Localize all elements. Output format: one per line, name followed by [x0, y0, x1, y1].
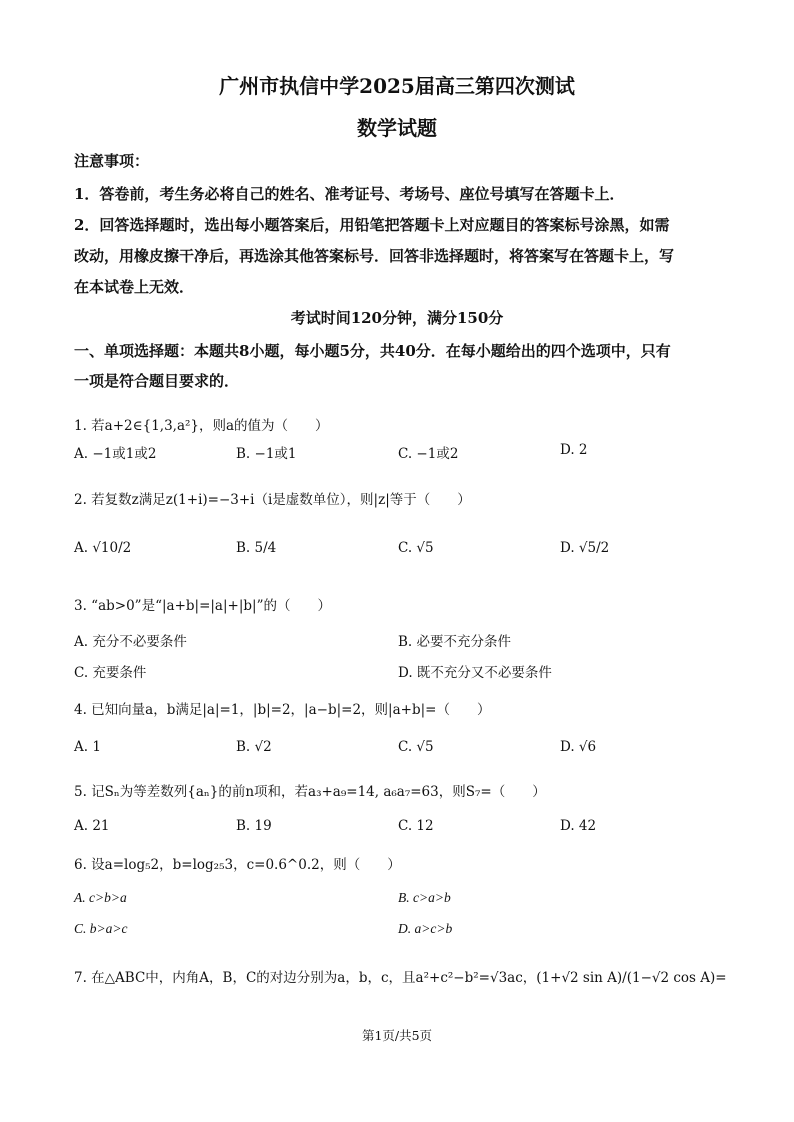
question-7-stem: 7. 在△ABC中，内角A，B，C的对边分别为a，b，c，且a²+c²−b²=√3ac，(1+√2 sin A)/(1−√2 cos A)= — [74, 970, 727, 986]
question-3-option-a: A. 充分不必要条件 — [74, 634, 187, 650]
question-1-option-c: C. −1或2 — [398, 446, 459, 462]
question-4-option-a: A. 1 — [74, 739, 101, 755]
question-6-option-c: C. b>a>c — [74, 921, 128, 936]
section-1-line-2: 一项是符合题目要求的． — [74, 372, 240, 390]
question-5-stem: 5. 记Sₙ为等差数列{aₙ}的前n项和，若a₃+a₉=14, a₆a₇=63，则S₇=（ ） — [74, 784, 546, 800]
notice-item-2-line-3: 在本试卷上无效． — [74, 278, 195, 296]
exam-subtitle: 数学试题 — [357, 116, 437, 140]
question-1-option-d: D. 2 — [560, 442, 588, 458]
question-2-stem: 2. 若复数z满足z(1+i)=−3+i（i是虚数单位），则|z|等于（ ） — [74, 492, 471, 508]
question-4-option-b: B. √2 — [236, 739, 272, 755]
question-2-option-b: B. 5/4 — [236, 540, 277, 556]
question-6-option-d: D. a>c>b — [398, 921, 453, 936]
question-1-option-b: B. −1或1 — [236, 446, 297, 462]
question-6-option-a: A. c>b>a — [74, 890, 127, 905]
question-5-option-a: A. 21 — [74, 818, 110, 834]
question-5-option-b: B. 19 — [236, 818, 272, 834]
question-2-option-d: D. √5/2 — [560, 540, 610, 556]
page-footer: 第1页/共5页 — [361, 1028, 433, 1043]
notice-item-2-line-2: 改动，用橡皮擦干净后，再选涂其他答案标号．回答非选择题时，将答案写在答题卡上，写 — [74, 247, 675, 265]
question-3-option-c: C. 充要条件 — [74, 665, 147, 681]
notice-item-1: 1．答卷前，考生务必将自己的姓名、准考证号、考场号、座位号填写在答题卡上． — [74, 185, 625, 203]
notice-item-2-line-1: 2．回答选择题时，选出每小题答案后，用铅笔把答题卡上对应题目的答案标号涂黑，如需 — [74, 216, 670, 234]
question-3-option-d: D. 既不充分又不必要条件 — [398, 665, 552, 681]
question-4-stem: 4. 已知向量a，b满足|a|=1，|b|=2，|a−b|=2，则|a+b|=（ ） — [74, 702, 491, 718]
question-5-option-d: D. 42 — [560, 818, 597, 834]
question-1-option-a: A. −1或1或2 — [74, 446, 157, 462]
question-5-option-c: C. 12 — [398, 818, 434, 834]
question-3-stem: 3. “ab>0”是“|a+b|=|a|+|b|”的（ ） — [74, 598, 331, 614]
exam-title: 广州市执信中学2025届高三第四次测试 — [219, 74, 575, 98]
question-6-option-b: B. c>a>b — [398, 890, 451, 905]
question-1-stem: 1. 若a+2∈{1,3,a²}，则a的值为（ ） — [74, 418, 329, 434]
question-2-option-c: C. √5 — [398, 540, 434, 556]
question-2-option-a: A. √10/2 — [74, 540, 132, 556]
question-4-option-d: D. √6 — [560, 739, 597, 755]
question-6-stem: 6. 设a=log₅2，b=log₂₅3，c=0.6^0.2，则（ ） — [74, 857, 401, 873]
notice-heading: 注意事项： — [74, 152, 150, 170]
question-4-option-c: C. √5 — [398, 739, 434, 755]
section-1-line-1: 一、单项选择题：本题共8小题，每小题5分，共40分．在每小题给出的四个选项中，只有 — [74, 342, 671, 360]
exam-info: 考试时间120分钟，满分150分 — [290, 309, 504, 327]
question-3-option-b: B. 必要不充分条件 — [398, 634, 512, 650]
